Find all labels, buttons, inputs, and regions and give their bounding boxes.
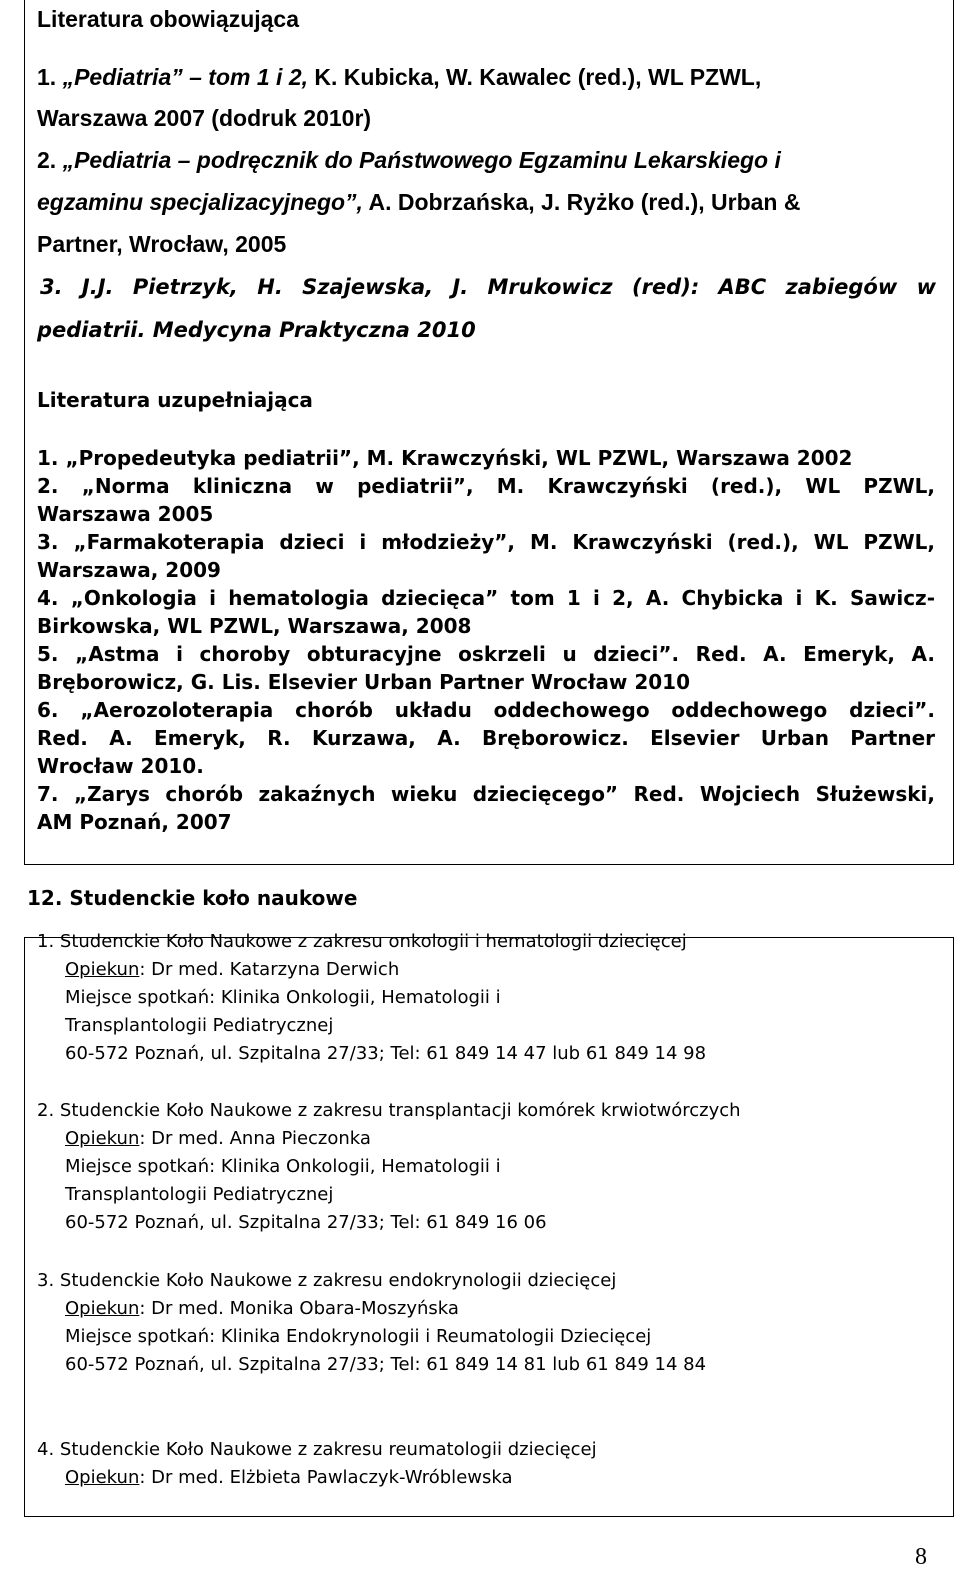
club-4-title: 4. Studenckie Koło Naukowe z zakresu reumatologii dziecięcej (37, 1439, 597, 1460)
club-1-address: 60-572 Poznań, ul. Szpitalna 27/33; Tel: 61 849 14 47 lub 61 849 14 98 (65, 1043, 707, 1064)
club-1-supervisor (65, 959, 399, 980)
supp-line-10: 6. „Aerozoloterapia chorób układu oddechowego oddechowego dzieci”. (37, 698, 935, 722)
supervisor-label: Opiekun (65, 1467, 140, 1488)
club-2-supervisor (65, 1128, 371, 1149)
supervisor-name: : Dr med. Elżbieta Pawlaczyk-Wróblewska (139, 1467, 513, 1488)
required-item-3-line2: pediatrii. Medycyna Praktyczna 2010 (37, 318, 476, 342)
club-3-place-line1: Miejsce spotkań: Klinika Endokrynologii i Reumatologii Dziecięcej (65, 1326, 652, 1347)
club-4-supervisor (65, 1467, 513, 1488)
required-item-1-line2: Warszawa 2007 (dodruk 2010r) (37, 105, 372, 131)
section-12-heading: 12. Studenckie koło naukowe (27, 886, 358, 910)
supp-line-5: Warszawa, 2009 (37, 558, 221, 582)
club-2-title: 2. Studenckie Koło Naukowe z zakresu transplantacji komórek krwiotwórczych (37, 1100, 741, 1121)
club-1-place-line2: Transplantologii Pediatrycznej (65, 1015, 334, 1036)
supp-line-6: 4. „Onkologia i hematologia dziecięca” tom 1 i 2, A. Chybicka i K. Sawicz- (37, 586, 935, 610)
supp-line-12: Wrocław 2010. (37, 754, 204, 778)
club-1-place-line1: Miejsce spotkań: Klinika Onkologii, Hematologii i (65, 987, 501, 1008)
supp-line-14: AM Poznań, 2007 (37, 810, 232, 834)
book-title-continued: egzaminu specjalizacyjnego”, (37, 189, 363, 215)
supervisor-label: Opiekun (65, 1128, 140, 1149)
supervisor-label: Opiekun (65, 1298, 140, 1319)
club-3-title: 3. Studenckie Koło Naukowe z zakresu endokrynologii dziecięcej (37, 1270, 617, 1291)
required-item-3-line1: 3. J.J. Pietrzyk, H. Szajewska, J. Mrukowicz (red): ABC zabiegów w (40, 275, 936, 299)
club-3-supervisor (65, 1298, 459, 1319)
book-title: „Pediatria – podręcznik do Państwowego Egzaminu Lekarskiego i (62, 147, 781, 173)
heading-supplementary-literature: Literatura uzupełniająca (37, 388, 313, 412)
required-item-2-line1 (37, 147, 781, 174)
club-1-title: 1. Studenckie Koło Naukowe z zakresu onkologii i hematologii dziecięcej (37, 931, 687, 952)
supp-line-1: 1. „Propedeutyka pediatrii”, M. Krawczyński, WL PZWL, Warszawa 2002 (37, 446, 853, 470)
page-number: 8 (915, 1544, 927, 1570)
item-number: 1. (37, 64, 57, 90)
club-3-address: 60-572 Poznań, ul. Szpitalna 27/33; Tel: 61 849 14 81 lub 61 849 14 84 (65, 1354, 707, 1375)
book-authors: A. Dobrzańska, J. Ryżko (red.), Urban & (362, 189, 801, 215)
supp-line-9: Bręborowicz, G. Lis. Elsevier Urban Partner Wrocław 2010 (37, 670, 691, 694)
required-item-1-line1 (37, 64, 761, 91)
supp-line-13: 7. „Zarys chorób zakaźnych wieku dziecięcego” Red. Wojciech Służewski, (37, 782, 935, 806)
supervisor-name: : Dr med. Anna Pieczonka (139, 1128, 371, 1149)
club-2-place-line1: Miejsce spotkań: Klinika Onkologii, Hematologii i (65, 1156, 501, 1177)
supp-line-8: 5. „Astma i choroby obturacyjne oskrzeli u dzieci”. Red. A. Emeryk, A. (37, 642, 935, 666)
heading-required-literature: Literatura obowiązująca (37, 6, 300, 32)
supp-line-4: 3. „Farmakoterapia dzieci i młodzieży”, M. Krawczyński (red.), WL PZWL, (37, 530, 935, 554)
required-item-2-line3: Partner, Wrocław, 2005 (37, 231, 287, 257)
book-authors: K. Kubicka, W. Kawalec (red.), WL PZWL, (308, 64, 762, 90)
required-item-2-line2 (37, 189, 800, 216)
supp-line-7: Birkowska, WL PZWL, Warszawa, 2008 (37, 614, 472, 638)
item-number: 2. (37, 147, 57, 173)
book-title: „Pediatria” – tom 1 i 2, (62, 64, 308, 90)
supervisor-label: Opiekun (65, 959, 140, 980)
supp-line-2: 2. „Norma kliniczna w pediatrii”, M. Krawczyński (red.), WL PZWL, (37, 474, 935, 498)
club-2-address: 60-572 Poznań, ul. Szpitalna 27/33; Tel: 61 849 16 06 (65, 1212, 547, 1233)
club-2-place-line2: Transplantologii Pediatrycznej (65, 1184, 334, 1205)
supervisor-name: : Dr med. Katarzyna Derwich (139, 959, 400, 980)
supp-line-11: Red. A. Emeryk, R. Kurzawa, A. Bręborowicz. Elsevier Urban Partner (37, 726, 935, 750)
supp-line-3: Warszawa 2005 (37, 502, 214, 526)
supervisor-name: : Dr med. Monika Obara-Moszyńska (139, 1298, 459, 1319)
